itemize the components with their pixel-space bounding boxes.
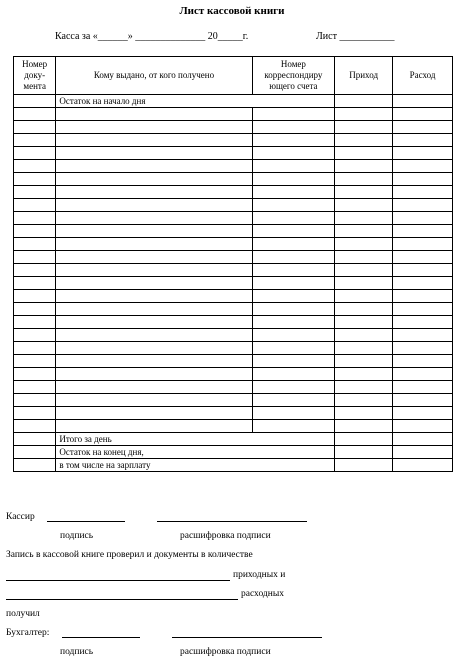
table-cell	[393, 238, 453, 251]
table-cell	[335, 446, 393, 459]
table-row	[14, 459, 453, 472]
table-row	[14, 355, 453, 368]
table-cell	[335, 212, 393, 225]
table-cell	[252, 303, 335, 316]
table-cell	[393, 251, 453, 264]
table-cell	[393, 225, 453, 238]
table-row	[14, 381, 453, 394]
col-doc-number: Номер доку-мента	[14, 57, 56, 95]
cash-book-table	[13, 56, 453, 472]
cashier-decode-line	[157, 521, 307, 522]
kassa-date-line: Касса за «______» ______________ 20_____г.	[55, 31, 249, 42]
table-cell	[393, 212, 453, 225]
table-cell	[335, 121, 393, 134]
table-cell	[56, 355, 252, 368]
table-cell	[393, 173, 453, 186]
table-cell	[335, 329, 393, 342]
table-cell	[252, 108, 335, 121]
table-cell	[14, 238, 56, 251]
table-cell	[335, 368, 393, 381]
table-cell	[393, 394, 453, 407]
table-cell	[14, 251, 56, 264]
opening-balance-label: Остаток на начало дня	[56, 95, 335, 108]
table-cell	[14, 95, 56, 108]
table-row	[14, 160, 453, 173]
table-cell	[252, 342, 335, 355]
table-cell	[393, 290, 453, 303]
table-row	[14, 394, 453, 407]
table-cell	[56, 277, 252, 290]
table-cell	[252, 264, 335, 277]
table-cell	[14, 147, 56, 160]
table-cell	[252, 238, 335, 251]
table-cell	[335, 277, 393, 290]
table-cell	[393, 342, 453, 355]
col-income: Приход	[335, 57, 393, 95]
table-cell	[335, 355, 393, 368]
table-cell	[335, 264, 393, 277]
table-cell	[14, 329, 56, 342]
table-cell	[14, 121, 56, 134]
table-cell	[393, 186, 453, 199]
table-cell	[14, 212, 56, 225]
table-cell	[335, 199, 393, 212]
table-row	[14, 147, 453, 160]
table-row	[14, 108, 453, 121]
table-cell	[252, 277, 335, 290]
col-expense: Расход	[393, 57, 453, 95]
decode-caption-2: расшифровка подписи	[180, 647, 271, 657]
received-label: получил	[6, 609, 40, 619]
table-row	[14, 329, 453, 342]
table-cell	[335, 394, 393, 407]
table-row	[14, 342, 453, 355]
table-cell	[56, 238, 252, 251]
table-cell	[56, 290, 252, 303]
table-row	[14, 420, 453, 433]
outgoing-suffix: расходных	[241, 589, 284, 599]
table-cell	[56, 420, 252, 433]
table-cell	[393, 134, 453, 147]
table-cell	[335, 225, 393, 238]
table-cell	[252, 147, 335, 160]
table-cell	[393, 368, 453, 381]
table-cell	[252, 368, 335, 381]
table-cell	[252, 121, 335, 134]
table-cell	[335, 381, 393, 394]
table-cell	[14, 290, 56, 303]
table-row	[14, 303, 453, 316]
table-cell	[335, 251, 393, 264]
table-cell	[393, 446, 453, 459]
table-row	[14, 433, 453, 446]
table-row	[14, 251, 453, 264]
accountant-signature-line	[62, 637, 140, 638]
table-cell	[14, 160, 56, 173]
table-cell	[252, 212, 335, 225]
table-cell	[252, 355, 335, 368]
table-cell	[393, 433, 453, 446]
signature-caption-2: подпись	[60, 647, 94, 657]
table-cell	[393, 160, 453, 173]
table-cell	[56, 394, 252, 407]
table-cell	[56, 173, 252, 186]
table-cell	[56, 186, 252, 199]
table-row	[14, 225, 453, 238]
table-row	[14, 199, 453, 212]
table-row	[14, 368, 453, 381]
table-cell	[56, 108, 252, 121]
table-cell	[393, 277, 453, 290]
incoming-count-line	[6, 580, 230, 581]
table-row	[14, 134, 453, 147]
decode-caption: расшифровка подписи	[180, 531, 271, 541]
table-cell	[56, 225, 252, 238]
table-cell	[14, 134, 56, 147]
table-cell	[14, 420, 56, 433]
table-cell	[335, 459, 393, 472]
table-cell	[335, 238, 393, 251]
col-recipient: Кому выдано, от кого получено	[56, 57, 252, 95]
table-row	[14, 446, 453, 459]
cashier-signature-line	[47, 521, 125, 522]
table-row	[14, 173, 453, 186]
col-corr-account: Номер корреспондиру ющего счета	[252, 57, 335, 95]
table-cell	[335, 134, 393, 147]
table-cell	[335, 160, 393, 173]
table-cell	[252, 199, 335, 212]
table-cell	[335, 420, 393, 433]
page-title: Лист кассовой книги	[179, 5, 285, 17]
table-cell	[393, 264, 453, 277]
accountant-label: Бухгалтер:	[6, 628, 50, 638]
table-row	[14, 186, 453, 199]
table-cell	[56, 381, 252, 394]
table-row	[14, 212, 453, 225]
table-cell	[393, 355, 453, 368]
table-row	[14, 121, 453, 134]
table-cell	[252, 251, 335, 264]
incoming-suffix: приходных и	[233, 570, 286, 580]
table-cell	[393, 108, 453, 121]
table-cell	[393, 407, 453, 420]
table-cell	[14, 459, 56, 472]
table-cell	[56, 303, 252, 316]
outgoing-count-line	[6, 599, 238, 600]
table-cell	[56, 368, 252, 381]
table-cell	[252, 160, 335, 173]
table-cell	[14, 316, 56, 329]
table-cell	[335, 433, 393, 446]
table-cell	[252, 420, 335, 433]
table-cell	[14, 277, 56, 290]
table-cell	[56, 121, 252, 134]
table-cell	[252, 134, 335, 147]
table-cell	[14, 433, 56, 446]
total-for-day-label: Итого за день	[56, 433, 335, 446]
sheet-number-line: Лист ___________	[316, 31, 395, 42]
accountant-decode-line	[172, 637, 322, 638]
table-cell	[14, 394, 56, 407]
table-cell	[393, 459, 453, 472]
table-cell	[14, 446, 56, 459]
table-row	[14, 407, 453, 420]
table-cell	[56, 199, 252, 212]
table-cell	[393, 381, 453, 394]
table-cell	[14, 173, 56, 186]
table-cell	[252, 316, 335, 329]
table-cell	[14, 355, 56, 368]
table-cell	[252, 381, 335, 394]
table-cell	[252, 290, 335, 303]
signature-caption: подпись	[60, 531, 94, 541]
table-header-row	[14, 57, 453, 95]
table-cell	[252, 225, 335, 238]
table-cell	[14, 381, 56, 394]
table-cell	[335, 95, 393, 108]
table-row	[14, 238, 453, 251]
table-row	[14, 277, 453, 290]
closing-balance-label: Остаток на конец дня,	[56, 446, 335, 459]
table-cell	[252, 407, 335, 420]
cashier-label: Кассир	[6, 512, 35, 522]
table-cell	[56, 251, 252, 264]
table-row	[14, 290, 453, 303]
table-cell	[56, 160, 252, 173]
table-cell	[335, 173, 393, 186]
table-cell	[56, 329, 252, 342]
table-cell	[14, 225, 56, 238]
table-cell	[393, 121, 453, 134]
table-cell	[393, 316, 453, 329]
table-cell	[14, 303, 56, 316]
table-cell	[335, 108, 393, 121]
table-cell	[14, 342, 56, 355]
table-cell	[335, 316, 393, 329]
table-cell	[56, 212, 252, 225]
table-cell	[56, 407, 252, 420]
table-row	[14, 316, 453, 329]
table-row	[14, 95, 453, 108]
table-cell	[393, 147, 453, 160]
table-cell	[56, 264, 252, 277]
table-cell	[335, 186, 393, 199]
table-cell	[56, 316, 252, 329]
table-cell	[14, 368, 56, 381]
table-cell	[252, 329, 335, 342]
table-cell	[393, 303, 453, 316]
table-cell	[393, 95, 453, 108]
table-cell	[14, 199, 56, 212]
table-cell	[14, 407, 56, 420]
table-cell	[252, 394, 335, 407]
table-cell	[252, 186, 335, 199]
table-cell	[393, 199, 453, 212]
table-cell	[56, 134, 252, 147]
table-cell	[393, 329, 453, 342]
table-cell	[14, 186, 56, 199]
table-cell	[335, 290, 393, 303]
salary-label: в том числе на зарплату	[56, 459, 335, 472]
table-cell	[14, 264, 56, 277]
table-cell	[56, 147, 252, 160]
table-cell	[335, 147, 393, 160]
table-cell	[335, 303, 393, 316]
table-cell	[56, 342, 252, 355]
table-cell	[252, 173, 335, 186]
table-cell	[393, 420, 453, 433]
table-cell	[335, 342, 393, 355]
check-statement: Запись в кассовой книге проверил и документы в количестве	[6, 550, 253, 560]
table-row	[14, 264, 453, 277]
table-cell	[14, 108, 56, 121]
table-cell	[335, 407, 393, 420]
